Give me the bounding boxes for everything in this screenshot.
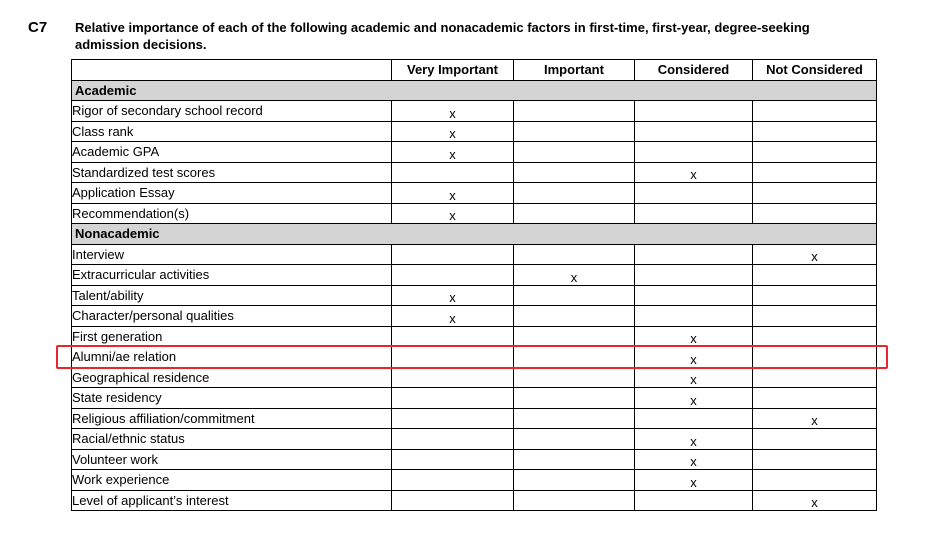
mark-cell bbox=[753, 101, 877, 122]
table-row bbox=[72, 265, 877, 286]
mark-cell bbox=[392, 449, 514, 470]
mark-cell bbox=[753, 121, 877, 142]
mark-cell bbox=[514, 121, 635, 142]
factor-label: First generation bbox=[72, 326, 392, 347]
mark-cell bbox=[514, 183, 635, 204]
mark-cell bbox=[753, 306, 877, 327]
mark-cell: x bbox=[514, 265, 635, 286]
mark-cell: x bbox=[392, 306, 514, 327]
mark-cell bbox=[514, 142, 635, 163]
factor-label: Recommendation(s) bbox=[72, 203, 392, 224]
header-row bbox=[72, 60, 877, 81]
table-row bbox=[72, 285, 877, 306]
mark-cell bbox=[753, 142, 877, 163]
mark-cell: x bbox=[635, 429, 753, 450]
section-label: Academic bbox=[72, 80, 877, 101]
mark-cell bbox=[635, 265, 753, 286]
mark-cell bbox=[514, 429, 635, 450]
mark-cell bbox=[392, 470, 514, 491]
section-row-academic bbox=[72, 80, 877, 101]
mark-cell bbox=[392, 429, 514, 450]
table-row bbox=[72, 142, 877, 163]
mark-cell bbox=[753, 203, 877, 224]
mark-cell bbox=[392, 265, 514, 286]
mark-cell: x bbox=[753, 490, 877, 511]
factor-label: Rigor of secondary school record bbox=[72, 101, 392, 122]
alumni-row-highlight bbox=[56, 345, 888, 369]
mark-cell bbox=[753, 367, 877, 388]
mark-cell bbox=[635, 142, 753, 163]
mark-cell bbox=[514, 306, 635, 327]
mark-cell bbox=[635, 244, 753, 265]
mark-cell bbox=[514, 470, 635, 491]
table-row bbox=[72, 121, 877, 142]
table-row bbox=[72, 408, 877, 429]
mark-cell bbox=[635, 121, 753, 142]
factor-label: Standardized test scores bbox=[72, 162, 392, 183]
mark-cell: x bbox=[635, 162, 753, 183]
mark-cell bbox=[392, 326, 514, 347]
mark-cell bbox=[392, 388, 514, 409]
mark-cell bbox=[753, 285, 877, 306]
mark-cell bbox=[753, 326, 877, 347]
mark-cell: x bbox=[635, 449, 753, 470]
mark-cell bbox=[392, 490, 514, 511]
section-label: Nonacademic bbox=[72, 224, 877, 245]
factor-label: Alumni/ae relation bbox=[72, 347, 392, 368]
mark-cell bbox=[635, 408, 753, 429]
mark-cell: x bbox=[635, 347, 753, 368]
mark-cell bbox=[635, 183, 753, 204]
mark-cell: x bbox=[392, 142, 514, 163]
header-considered: Considered bbox=[635, 60, 753, 81]
factor-label: Application Essay bbox=[72, 183, 392, 204]
mark-cell bbox=[514, 367, 635, 388]
factor-label: Volunteer work bbox=[72, 449, 392, 470]
mark-cell bbox=[753, 449, 877, 470]
table-row bbox=[72, 388, 877, 409]
table-row bbox=[72, 429, 877, 450]
mark-cell bbox=[392, 162, 514, 183]
mark-cell bbox=[514, 285, 635, 306]
mark-cell: x bbox=[392, 101, 514, 122]
mark-cell: x bbox=[753, 244, 877, 265]
mark-cell bbox=[514, 101, 635, 122]
table-row bbox=[72, 244, 877, 265]
table-row bbox=[72, 162, 877, 183]
factor-label: Class rank bbox=[72, 121, 392, 142]
mark-cell bbox=[392, 408, 514, 429]
table-row bbox=[72, 326, 877, 347]
table-row bbox=[72, 183, 877, 204]
factor-label: State residency bbox=[72, 388, 392, 409]
table-row bbox=[72, 449, 877, 470]
factor-label: Interview bbox=[72, 244, 392, 265]
mark-cell bbox=[514, 388, 635, 409]
mark-cell bbox=[514, 244, 635, 265]
mark-cell bbox=[753, 470, 877, 491]
mark-cell: x bbox=[635, 388, 753, 409]
mark-cell: x bbox=[635, 367, 753, 388]
mark-cell bbox=[514, 490, 635, 511]
factor-label: Religious affiliation/commitment bbox=[72, 408, 392, 429]
mark-cell: x bbox=[392, 285, 514, 306]
mark-cell bbox=[514, 449, 635, 470]
table-row bbox=[72, 367, 877, 388]
mark-cell bbox=[635, 203, 753, 224]
mark-cell bbox=[392, 244, 514, 265]
mark-cell: x bbox=[392, 121, 514, 142]
mark-cell bbox=[635, 306, 753, 327]
section-code: C7 bbox=[28, 19, 48, 36]
mark-cell bbox=[753, 162, 877, 183]
header-important: Important bbox=[514, 60, 635, 81]
factor-label: Extracurricular activities bbox=[72, 265, 392, 286]
table-row bbox=[72, 306, 877, 327]
mark-cell bbox=[635, 285, 753, 306]
mark-cell: x bbox=[392, 183, 514, 204]
header-not-considered: Not Considered bbox=[753, 60, 877, 81]
factor-label: Academic GPA bbox=[72, 142, 392, 163]
factor-label: Racial/ethnic status bbox=[72, 429, 392, 450]
factor-label: Talent/ability bbox=[72, 285, 392, 306]
section-row-nonacademic bbox=[72, 224, 877, 245]
mark-cell bbox=[514, 203, 635, 224]
mark-cell bbox=[392, 367, 514, 388]
factor-label: Level of applicant’s interest bbox=[72, 490, 392, 511]
header-blank bbox=[72, 60, 392, 81]
mark-cell bbox=[753, 183, 877, 204]
factor-label: Character/personal qualities bbox=[72, 306, 392, 327]
factor-label: Geographical residence bbox=[72, 367, 392, 388]
mark-cell bbox=[514, 162, 635, 183]
mark-cell bbox=[635, 101, 753, 122]
mark-cell bbox=[753, 265, 877, 286]
header-very-important: Very Important bbox=[392, 60, 514, 81]
mark-cell bbox=[635, 490, 753, 511]
mark-cell: x bbox=[635, 470, 753, 491]
mark-cell: x bbox=[635, 326, 753, 347]
mark-cell bbox=[753, 429, 877, 450]
mark-cell: x bbox=[392, 203, 514, 224]
mark-cell bbox=[514, 408, 635, 429]
question-title: Relative importance of each of the following academic and nonacademic factors in first-time, first-year, degree-seeking admission decisions. bbox=[75, 20, 810, 52]
table-row bbox=[72, 490, 877, 511]
factor-label: Work experience bbox=[72, 470, 392, 491]
mark-cell bbox=[514, 326, 635, 347]
mark-cell bbox=[753, 388, 877, 409]
table-row bbox=[72, 203, 877, 224]
table-row bbox=[72, 470, 877, 491]
mark-cell: x bbox=[753, 408, 877, 429]
factors-table bbox=[71, 59, 877, 511]
table-row bbox=[72, 101, 877, 122]
